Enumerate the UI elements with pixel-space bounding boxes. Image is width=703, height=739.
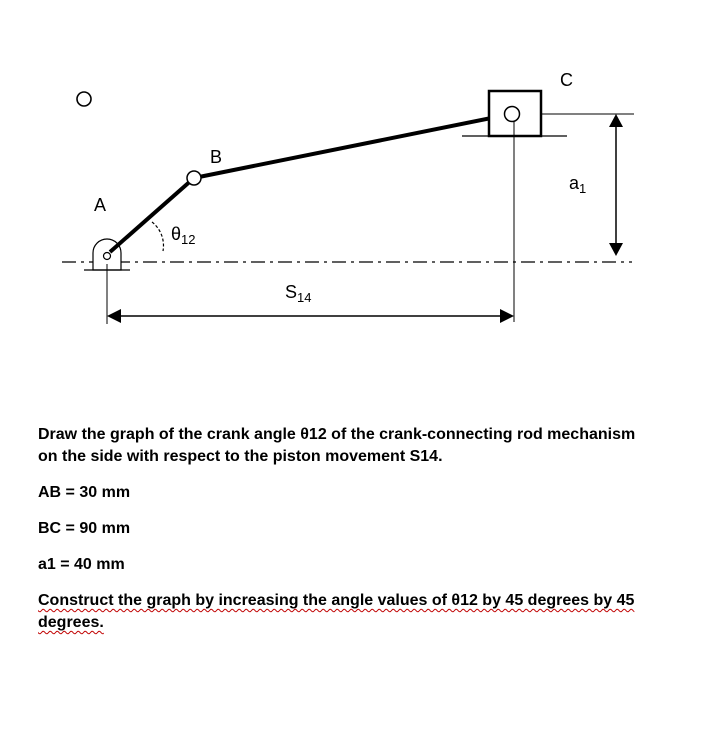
origin-circle: [77, 92, 91, 106]
instruction-line1: Construct the graph by increasing the angle values of θ12 by 45 degrees by 45: [38, 592, 635, 609]
angle-arc-theta12: [152, 222, 163, 251]
slider-block-c: [462, 91, 567, 322]
label-s14: $S_{14}$: [285, 282, 312, 305]
label-a1: $a_1$: [569, 173, 587, 196]
problem-statement-line1: Draw the graph of the crank angle θ12 of the crank-connecting rod mechanism: [38, 426, 636, 443]
label-b: B: [210, 147, 223, 167]
a1-dimension-arrow: [609, 114, 623, 256]
given-a1: a1 = 40 mm: [38, 556, 125, 573]
connecting-rod-bc: [194, 114, 511, 178]
problem-statement-line2: on the side with respect to the piston movement S14.: [38, 448, 443, 465]
label-theta12: $\theta_{12}$: [171, 224, 196, 247]
instruction-line2: degrees.: [38, 614, 104, 631]
problem-text: [38, 424, 678, 634]
label-c: C: [560, 70, 573, 90]
label-a: A: [94, 195, 107, 215]
given-bc: BC = 90 mm: [38, 520, 131, 537]
given-ab: AB = 30 mm: [38, 484, 131, 501]
joint-b: [187, 171, 201, 185]
